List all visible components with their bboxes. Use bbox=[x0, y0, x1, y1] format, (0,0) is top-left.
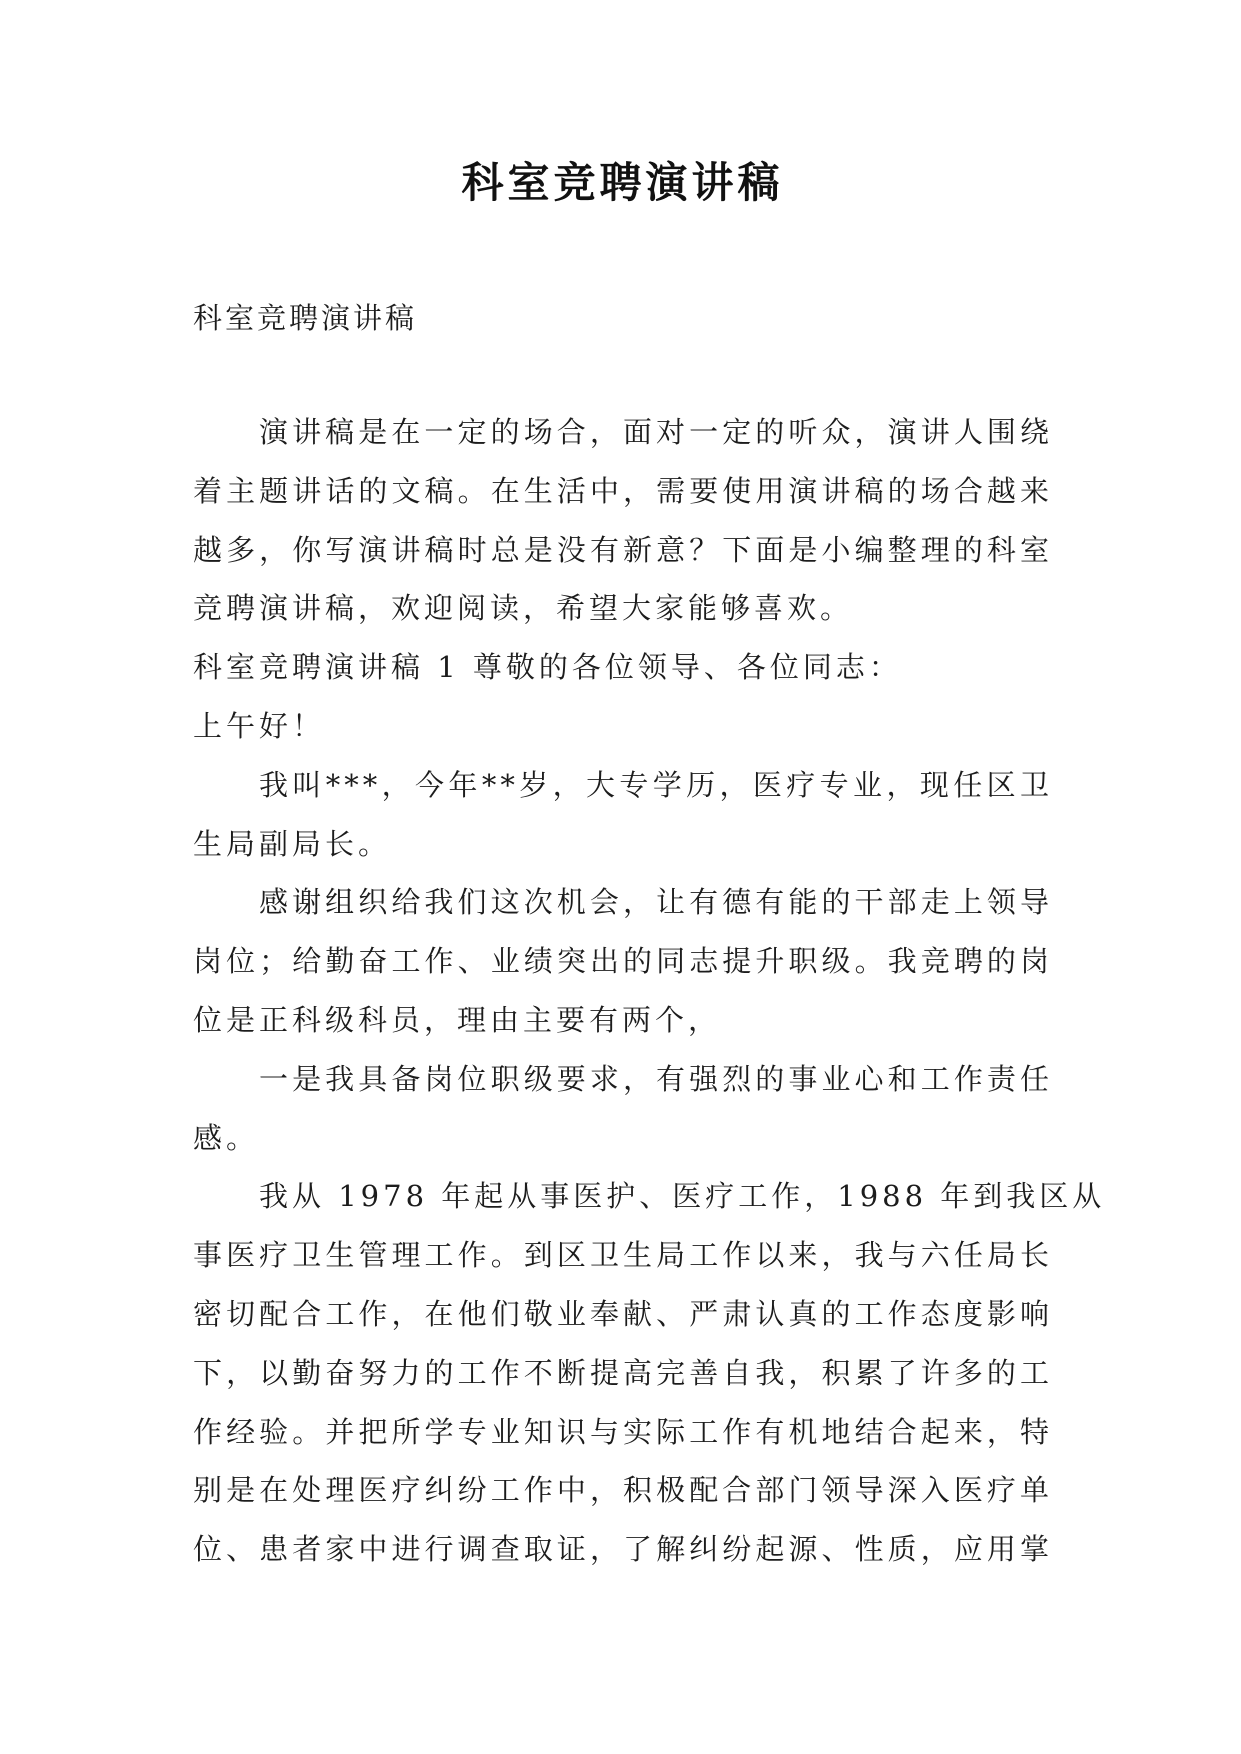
document-title: 科室竞聘演讲稿 bbox=[461, 158, 784, 207]
paragraph bbox=[193, 638, 1053, 697]
paragraph bbox=[193, 1167, 1106, 1579]
paragraph bbox=[193, 697, 1053, 756]
text-line: 密切配合工作，在他们敬业奉献、严肃认真的工作态度影响 bbox=[193, 1296, 1053, 1331]
text-line: 科室竞聘演讲稿 1 尊敬的各位领导、各位同志： bbox=[193, 650, 902, 685]
text-line: 感谢组织给我们这次机会，让有德有能的干部走上领导 bbox=[259, 885, 1053, 920]
text-line: 演讲稿是在一定的场合，面对一定的听众，演讲人围绕 bbox=[259, 415, 1053, 449]
text-line: 别是在处理医疗纠纷工作中，积极配合部门领导深入医疗单 bbox=[193, 1473, 1053, 1508]
text-line: 岗位；给勤奋工作、业绩突出的同志提升职级。我竞聘的岗 bbox=[193, 944, 1053, 979]
text-line: 一是我具备岗位职级要求，有强烈的事业心和工作责任 bbox=[259, 1061, 1053, 1096]
text-line: 我从 1978 年起从事医护、医疗工作，1988 年到我区从 bbox=[259, 1179, 1106, 1214]
text-line: 竞聘演讲稿，欢迎阅读，希望大家能够喜欢。 bbox=[193, 591, 854, 626]
text-line: 事医疗卫生管理工作。到区卫生局工作以来，我与六任局长 bbox=[193, 1238, 1053, 1273]
text-line: 位、患者家中进行调查取证，了解纠纷起源、性质，应用掌 bbox=[193, 1532, 1053, 1567]
document-subtitle: 科室竞聘演讲稿 bbox=[193, 301, 418, 335]
paragraph bbox=[193, 403, 1053, 638]
text-line: 作经验。并把所学专业知识与实际工作有机地结合起来，特 bbox=[193, 1414, 1053, 1449]
paragraph bbox=[193, 873, 1053, 1049]
text-line: 下，以勤奋努力的工作不断提高完善自我，积累了许多的工 bbox=[193, 1355, 1053, 1390]
document-body bbox=[193, 403, 1106, 1579]
paragraph bbox=[193, 756, 1053, 874]
text-line: 上午好！ bbox=[193, 708, 326, 743]
text-line: 生局副局长。 bbox=[193, 826, 392, 861]
paragraph bbox=[193, 1050, 1053, 1168]
text-line: 我叫***，今年**岁，大专学历，医疗专业，现任区卫 bbox=[259, 767, 1053, 802]
text-line: 感。 bbox=[193, 1120, 260, 1155]
text-line: 位是正科级科员，理由主要有两个， bbox=[193, 1002, 722, 1037]
text-line: 越多，你写演讲稿时总是没有新意？下面是小编整理的科室 bbox=[193, 532, 1053, 567]
text-line: 着主题讲话的文稿。在生活中，需要使用演讲稿的场合越来 bbox=[193, 473, 1053, 508]
